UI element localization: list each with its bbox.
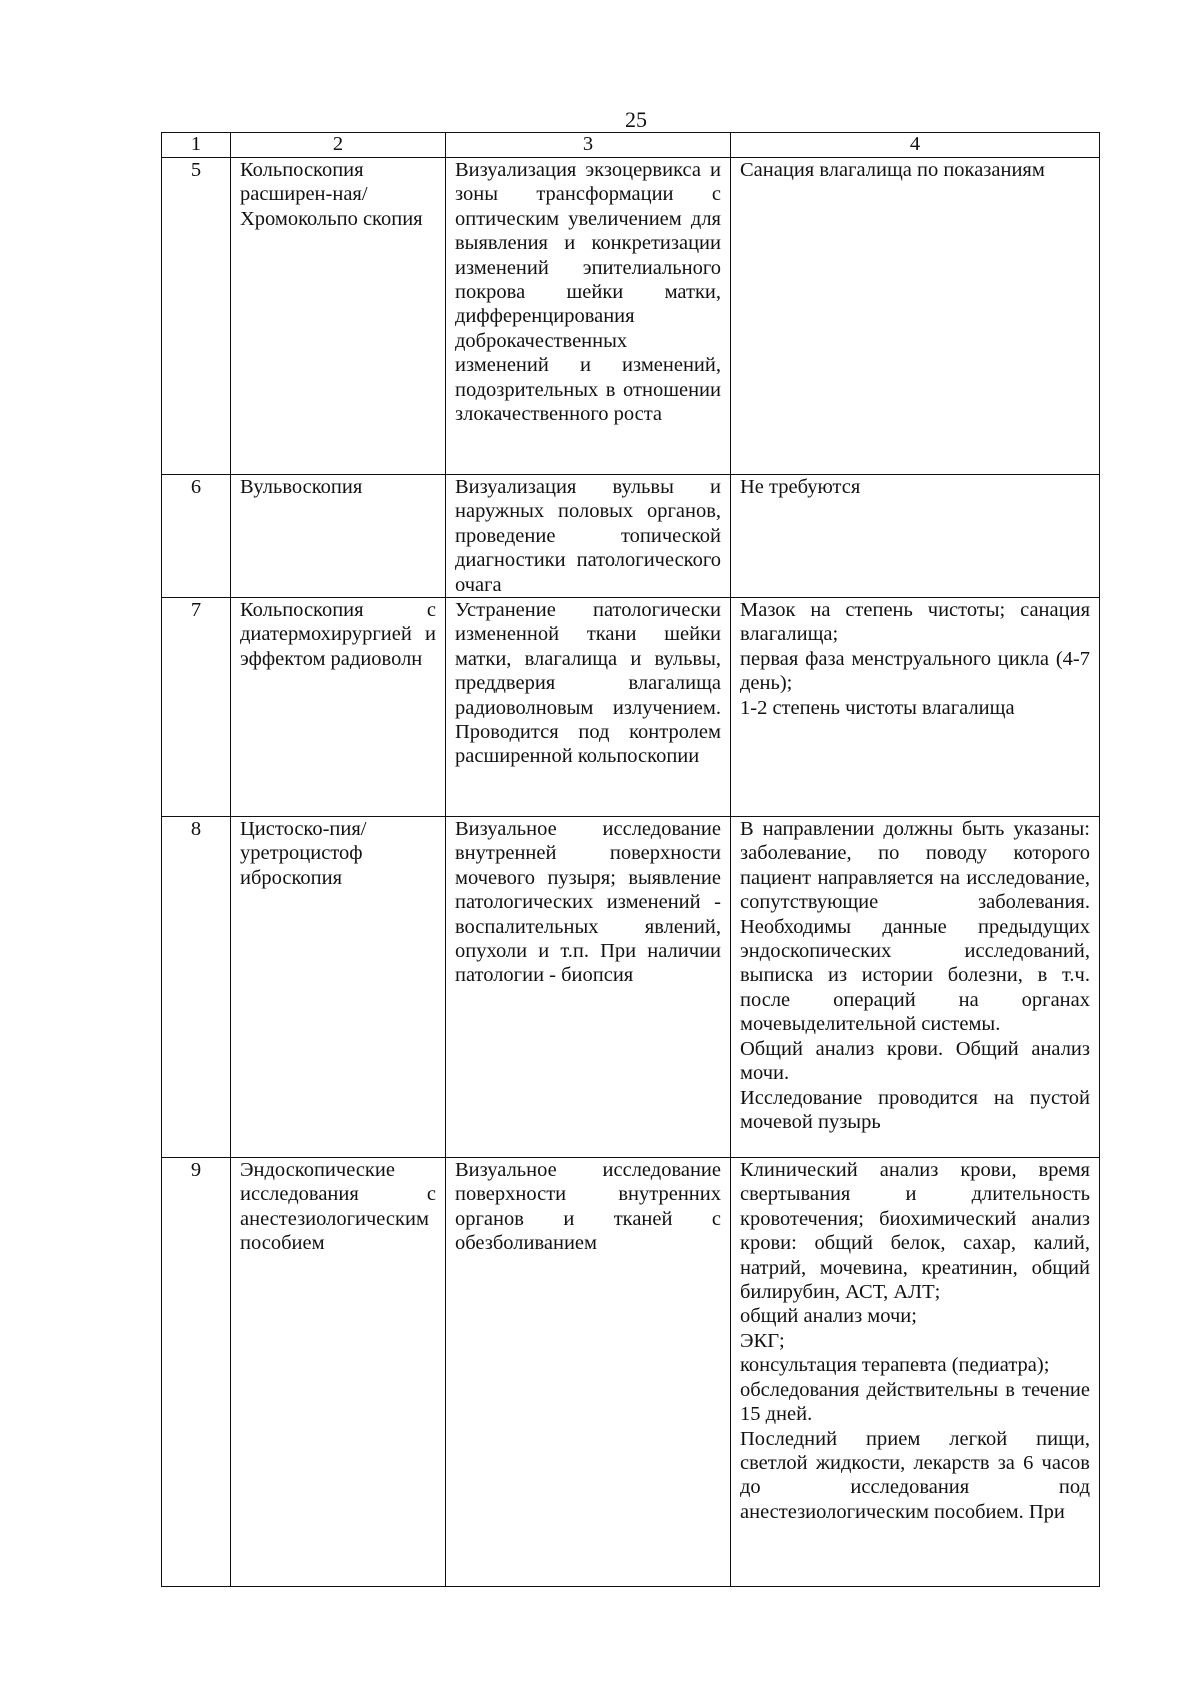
preparation-paragraph: консультация терапевта (педиатра); (740, 1354, 1050, 1377)
page-number: 25 (625, 107, 647, 132)
row-number: 5 (162, 158, 231, 475)
procedure-preparation (731, 1158, 1100, 1587)
procedure-preparation (731, 598, 1100, 817)
preparation-paragraph: Исследование проводится на пустой мочевой пузырь (740, 1086, 1090, 1133)
procedure-name: Вульвоскопия (231, 475, 446, 598)
procedure-description: Визуализация вульвы и наружных половых органов, проведение топической диагностики патологического очага (446, 475, 731, 598)
preparation-paragraph: Клинический анализ крови, время свертывания и длительность кровотечения; биохимический анализ крови: общий белок, сахар, калий, натрий, мочевина, креатинин, общий билирубин, АСТ, АЛТ; (740, 1159, 1090, 1304)
row-number: 8 (162, 817, 231, 1158)
preparation-paragraph: общий анализ мочи; (740, 1305, 917, 1328)
preparation-paragraph: Общий анализ крови. Общий анализ мочи. (740, 1037, 1090, 1085)
preparation-paragraph: первая фаза менструального цикла (4-7 день); (740, 647, 1090, 695)
procedure-description: Визуальное исследование внутренней поверхности мочевого пузыря; выявление патологических изменений - воспалительных явлений, опухоли и т.п. При наличии патологии - биопсия (446, 817, 731, 1158)
preparation-paragraph: 1-2 степень чистоты влагалища (740, 696, 1015, 719)
header-col-3: 3 (446, 133, 731, 158)
preparation-paragraph: Санация влагалища по показаниям (740, 159, 1045, 181)
procedure-description: Визуализация экзоцервикса и зоны трансформации с оптическим увеличением для выявления и конкретизации изменений эпителиального покрова шейки матки, дифференцирования доброкачественных изменений и изменений, подозрительных в отношении злокачественного роста (446, 158, 731, 475)
header-col-1: 1 (162, 133, 231, 158)
header-row (162, 133, 1100, 158)
procedure-name: Кольпоскопия расширен-ная/Хромокольпо скопия (231, 158, 446, 475)
procedures-table (161, 132, 1100, 1587)
table-row (162, 475, 1100, 598)
preparation-paragraph: ЭКГ; (740, 1329, 785, 1352)
table-row (162, 158, 1100, 475)
preparation-paragraph: В направлении должны быть указаны: заболевание, по поводу которого пациент направляется на исследование, сопутствующие заболевания. Необходимы данные предыдущих эндоскопических исследований, выписка из истории болезни, в т.ч. после операций на органах мочевыделительной системы. (740, 818, 1090, 1036)
table-row (162, 1158, 1100, 1587)
header-col-2: 2 (231, 133, 446, 158)
procedure-preparation (731, 817, 1100, 1158)
table-header (162, 133, 1100, 158)
header-col-4: 4 (731, 133, 1100, 158)
preparation-paragraph: обследования действительны в течение 15 дней. (740, 1378, 1090, 1426)
preparation-paragraph: Не требуются (740, 476, 861, 498)
procedure-name: Цистоско-пия/уретроцистоф иброскопия (231, 817, 446, 1158)
row-number: 9 (162, 1158, 231, 1587)
preparation-paragraph: Последний прием легкой пищи, светлой жидкости, лекарств за 6 часов до исследования под анестезиологическим пособием. При (740, 1427, 1090, 1523)
procedure-description: Визуальное исследование поверхности внутренних органов и тканей с обезболиванием (446, 1158, 731, 1587)
row-number: 7 (162, 598, 231, 817)
procedure-name: Кольпоскопия с диатермохирургией и эффектом радиоволн (231, 598, 446, 817)
procedure-name: Эндоскопические исследования с анестезиологическим пособием (231, 1158, 446, 1587)
preparation-paragraph: Мазок на степень чистоты; санация влагалища; (740, 599, 1090, 646)
table-row (162, 817, 1100, 1158)
procedure-preparation (731, 475, 1100, 598)
table-row (162, 598, 1100, 817)
procedure-preparation (731, 158, 1100, 475)
procedure-description: Устранение патологически измененной ткани шейки матки, влагалища и вульвы, преддверия влагалища радиоволновым излучением. Проводится под контролем расширенной кольпоскопии (446, 598, 731, 817)
table-body (162, 158, 1100, 1587)
row-number: 6 (162, 475, 231, 598)
